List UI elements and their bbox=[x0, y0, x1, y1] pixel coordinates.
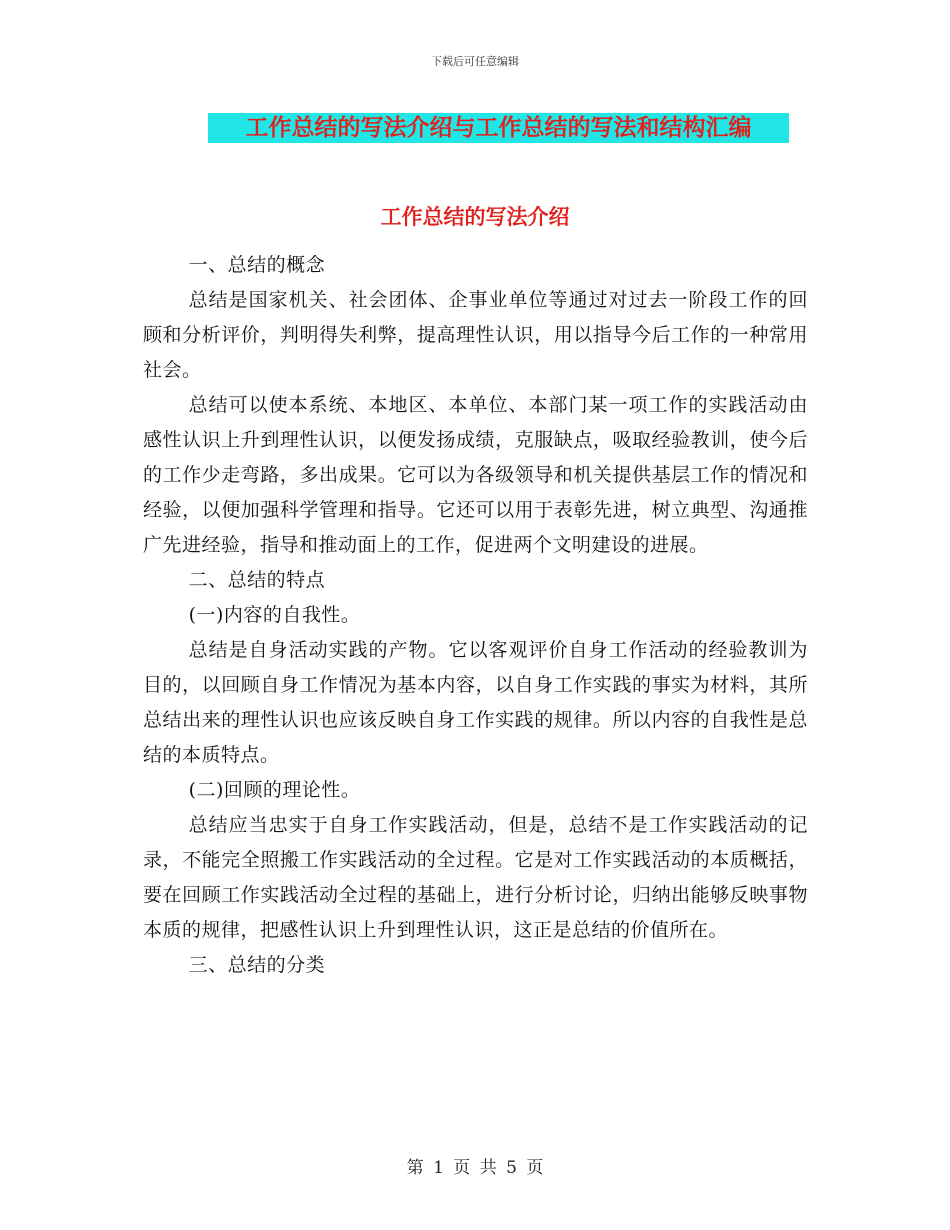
paragraph-theoretical-review: 总结应当忠实于自身工作实践活动，但是，总结不是工作实践活动的记录，不能完全照搬工作实践活动的全过程。它是对工作实践活动的本质概括，要在回顾工作实践活动全过程的基础上，进行分析讨论，归纳出能够反映事物本质的规律，把感性认识上升到理性认识，这正是总结的价值所在。 bbox=[143, 814, 808, 941]
paragraph-purpose: 总结可以使本系统、本地区、本单位、本部门某一项工作的实践活动由感性认识上升到理性认识，以便发扬成绩，克服缺点，吸取经验教训，使今后的工作少走弯路，多出成果。它可以为各级领导和机关提供基层工作的情况和经验，以便加强科学管理和指导。它还可以用于表彰先进，树立典型、沟通推广先进经验，指导和推动面上的工作，促进两个文明建设的进展。 bbox=[143, 394, 808, 556]
heading-features: 二、总结的特点 bbox=[188, 569, 326, 591]
heading-classification: 三、总结的分类 bbox=[188, 954, 326, 976]
subheading-self-content: (一)内容的自我性。 bbox=[188, 604, 361, 626]
subheading-theoretical-review: (二)回顾的理论性。 bbox=[188, 779, 361, 801]
body-content bbox=[143, 248, 808, 983]
page-footer: 第 1 页 共 5 页 bbox=[406, 1158, 544, 1178]
paragraph-definition: 总结是国家机关、社会团体、企事业单位等通过对过去一阶段工作的回顾和分析评价，判明得失利弊，提高理性认识，用以指导今后工作的一种常用社会。 bbox=[143, 289, 808, 381]
section-title: 工作总结的写法介绍 bbox=[380, 204, 570, 229]
document-title: 工作总结的写法介绍与工作总结的写法和结构汇编 bbox=[245, 114, 752, 141]
document-title-highlight bbox=[208, 113, 789, 143]
heading-concept: 一、总结的概念 bbox=[188, 254, 326, 276]
page-header-note: 下载后可任意编辑 bbox=[431, 55, 519, 68]
paragraph-self-content: 总结是自身活动实践的产物。它以客观评价自身工作活动的经验教训为目的，以回顾自身工作情况为基本内容，以自身工作实践的事实为材料，其所总结出来的理性认识也应该反映自身工作实践的规律。所以内容的自我性是总结的本质特点。 bbox=[143, 639, 808, 766]
